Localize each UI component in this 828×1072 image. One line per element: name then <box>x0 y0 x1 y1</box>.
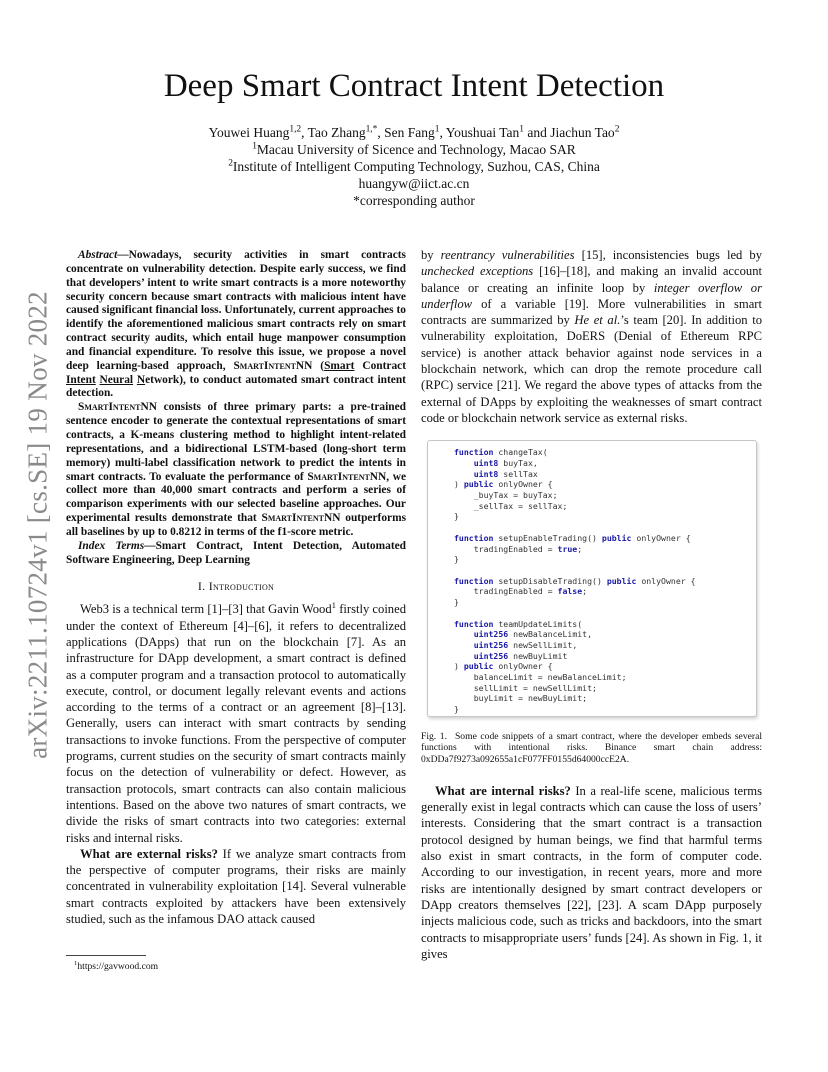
body-text: In a real-life scene, malicious terms generally exist in legal contracts which can cause the loss of users’ interests. Considering that the smart contract is a transaction protocol designed by human beings, we find that harmful terms also exist in smart contracts, in the form of computer code. According to our investigation, in recent years, more and more risks are intentionally designed by smart contract developers or DApp creators themselves [22], [23]. A scam DApp purposely injects malicious code, such as tricks and backdoors, into the smart contracts to misappropriate users’ funds [24]. As shown in Fig. 1, it gives <box>421 783 762 961</box>
author-affil-sup: 1,2 <box>289 124 302 135</box>
abstract-text: consists of three primary parts: a pre-trained sentence encoder to generate the contextual representations of smart contracts, a K-means clustering method to highlight intent-related representations, and a bidirectional LSTM-based (long-short term memory) multi-label classification network to predict the intents in smart contracts. To evaluate the performance of <box>66 401 406 483</box>
code-listing: function changeTax( uint8 buyTax, uint8 sellTax ) public onlyOwner { _buyTax = buyTax; _sellTax = sellTax; } function setupEnableTrading() public onlyOwner { tradingEnabled = true; } function setupDisableTrading() public onlyOwner { tradingEnabled = false; } function teamUpdateLimits( uint256 newBalanceLimit, uint256 newSellLimit, uint256 newBuyLimit ) public onlyOwner { balanceLimit = newBalanceLimit; sellLimit = newSellLimit; buyLimit = newBuyLimit; } <box>454 447 696 715</box>
affiliation-text: Macau University of Sicence and Technology, Macao SAR <box>256 142 576 157</box>
code-keyword: function <box>454 447 494 458</box>
method-name: SmartIntentNN <box>307 470 387 483</box>
italic-term: unchecked exceptions <box>421 264 534 279</box>
method-name: SmartIntentNN <box>78 401 157 414</box>
corresponding-author-note: *corresponding author <box>353 193 475 208</box>
author-name: Youshuai Tan <box>445 125 520 140</box>
code-keyword: public <box>606 575 637 586</box>
italic-term: reentrancy vulnerabilities <box>440 248 575 262</box>
code-text: buyTax, <box>498 457 538 468</box>
code-text: _buyTax = buyTax; <box>454 490 558 501</box>
body-text: by <box>421 248 441 262</box>
author-name: Youwei Huang <box>208 125 290 140</box>
code-keyword: public <box>463 661 494 672</box>
index-terms-label: Index Terms <box>78 539 145 552</box>
right-column <box>421 247 762 962</box>
affiliation-sup: 1 <box>252 141 257 152</box>
code-keyword: uint8 <box>473 468 499 479</box>
code-keyword: uint256 <box>473 639 509 650</box>
abstract <box>66 249 406 567</box>
right-column-body <box>421 247 762 426</box>
code-keyword: public <box>463 479 494 490</box>
code-keyword: public <box>601 532 632 543</box>
code-text: } <box>454 597 459 608</box>
footnote-marker: 1 <box>74 959 78 967</box>
code-text: } <box>454 554 459 565</box>
right-column-body-2 <box>421 783 762 962</box>
code-text: onlyOwner { <box>631 532 691 543</box>
code-text: onlyOwner { <box>493 479 553 490</box>
affiliation-2 <box>100 158 728 175</box>
abstract-label: Abstract <box>78 249 118 261</box>
code-literal: true <box>557 543 578 554</box>
abstract-text: outperforms all baselines by up to 0.8212 in terms of the f1-score metric. <box>66 512 407 538</box>
arxiv-id-text: arXiv:2211.10724v1 [cs.SE] 19 Nov 2022 <box>22 291 53 759</box>
run-in-heading: What are external risks? <box>80 846 218 861</box>
author-email: huangyw@iict.ac.cn <box>358 176 470 191</box>
body-text: [15], inconsistencies bugs led by <box>574 248 763 262</box>
code-text: buyLimit = newBuyLimit; <box>454 693 588 704</box>
abstract-text: , we collect more than 40,000 smart contracts and perform a series of comparison experiments with our selected baseline approaches. Our experimental results demonstrate that <box>66 470 407 525</box>
abstract-text: etwork), to conduct automated smart contract intent detection. <box>66 373 406 400</box>
code-keyword: uint8 <box>473 457 499 468</box>
code-text: } <box>454 511 459 522</box>
acronym-underline: N <box>136 373 146 386</box>
index-terms: Index Terms—Smart Contract, Intent Detection, Automated Software Engineering, Deep Learning <box>66 539 406 566</box>
abstract-paragraph-1: Abstract—Nowadays, security activities in smart contracts concentrate on vulnerability detection. Despite early success, we find that developers’ intent to write smart contracts is a more noteworthy security concern because smart contracts with malicious intent have caused significant financial loss. Unfortunately, current approaches to identify the aforementioned malicious smart contracts rely on smart contract security audits, which entail huge manpower consumption and financial expenditure. To resolve this issue, we propose a novel deep learning-based approach, SmartIntentNN (Smart Contract Intent Neural Network), to conduct automated smart contract intent detection. <box>66 249 406 400</box>
code-text: ; <box>577 543 583 554</box>
body-text: ’s team [20]. In addition to vulnerability exploitation, DoERS (Denial of Ethereum RPC service) is another attack behavior against node services in a blockchain network, which can drop the remote procedure call (RPC) service [21]. We regard the above types of attacks from the external of DApps by exploiting the weaknesses of smart contract code or blockchain network service as external risks. <box>421 313 762 425</box>
affiliation-text: Institute of Intelligent Computing Technology, Suzhou, CAS, China <box>232 159 600 174</box>
code-text: ; <box>582 586 588 597</box>
footnote-marker: 1 <box>331 600 337 611</box>
section-heading-text: I. Introduction <box>197 579 275 594</box>
body-text: [16]–[18], and making an invalid account balance or creating an infinite loop by <box>421 264 762 295</box>
affiliation-1 <box>100 141 728 158</box>
author-list: Youwei Huang$^{1,2}$, Tao Zhang$^{1,*}$, Sen Fang$^1$, Youshuai Tan$^1$ and Jiachun Tao$^2$ <box>208 124 620 140</box>
abstract-text: ( <box>312 359 325 372</box>
left-column <box>66 249 406 927</box>
author-affil-sup: 2 <box>614 124 620 135</box>
arxiv-identifier-stamp <box>18 290 58 760</box>
author-name: Tao Zhang <box>307 125 366 140</box>
method-name: SmartIntentNN <box>233 359 313 372</box>
code-text: balanceLimit = newBalanceLimit; <box>454 672 627 683</box>
code-text: tradingEnabled = <box>454 543 558 554</box>
author-name: Sen Fang <box>384 125 435 140</box>
author-affil-sup: 1,* <box>365 124 378 135</box>
code-keyword: function <box>454 532 494 543</box>
section-heading <box>66 579 406 594</box>
code-keyword: uint256 <box>473 650 509 661</box>
author-name: Jiachun Tao <box>550 125 615 140</box>
code-text: teamUpdateLimits( <box>493 618 583 629</box>
intro-paragraph-2 <box>66 846 406 927</box>
italic-term: integer overflow or underflow <box>421 280 762 311</box>
code-text: sellLimit = newSellLimit; <box>454 682 597 693</box>
code-text: tradingEnabled = <box>454 586 558 597</box>
acronym-underline: Intent <box>66 373 96 386</box>
author-affil-sup: 1 <box>519 124 525 135</box>
figure-caption-text: Some code snippets of a smart contract, where the developer embeds several functions with intentional risks. Binance smart chain address: 0xDDa7f9273a092655a1cF077FF0155d64000ccE2A. <box>421 731 762 765</box>
code-text: onlyOwner { <box>636 575 696 586</box>
acronym-underline: Neural <box>99 373 134 386</box>
footnote <box>74 961 158 972</box>
code-text: setupEnableTrading() <box>493 532 602 543</box>
run-in-heading: What are internal risks? <box>435 783 571 798</box>
introduction-body <box>66 601 406 927</box>
italic-term: He et al. <box>574 313 621 328</box>
figure-caption <box>421 731 762 765</box>
code-text: sellTax <box>498 468 538 479</box>
abstract-paragraph-2 <box>66 401 406 539</box>
index-terms-text: Smart Contract, Intent Detection, Automated Software Engineering, Deep Learning <box>66 539 406 566</box>
author-affil-sup: 1 <box>434 124 440 135</box>
acronym-underline: Smart <box>324 359 355 372</box>
method-name: SmartIntentNN <box>261 512 341 525</box>
code-text: onlyOwner { <box>493 661 553 672</box>
body-text: of a variable [19]. More vulnerabilities in smart contracts are summarized by <box>421 296 762 328</box>
affiliation-sup: 2 <box>228 158 233 169</box>
code-text: _sellTax = sellTax; <box>454 500 568 511</box>
footnote-divider <box>66 955 146 956</box>
body-text: firstly coined under the context of Ethereum [4]–[6], it refers to decentralized applications (DApps) that run on the blockchain [7]. As an infrastructure for DApp development, a smart contract is defined as a computer program and a transaction protocol to automatically execute, control, or document legally relevant events and actions according to the terms of a contract or an agreement [8]–[13]. Generally, users can interact with smart contracts by sending transactions to invoke functions. From the perspective of computer programs, current studies on the security of smart contracts mainly focus on the detection of vulnerability or defect. However, as transaction protocols, smart contracts can also contain malicious intentions. Based on the above two natures of smart contracts, we divide the risks of smart contracts into two categories: external risks and internal risks. <box>66 602 406 845</box>
code-literal: false <box>557 586 583 597</box>
figure-label: Fig. 1. <box>421 731 447 743</box>
code-text: newSellLimit, <box>508 639 578 650</box>
footnote-text: https://gavwood.com <box>77 961 159 972</box>
continued-paragraph <box>421 247 762 426</box>
paper-title: Deep Smart Contract Intent Detection <box>163 68 665 104</box>
code-keyword: function <box>454 575 494 586</box>
author-block <box>100 124 728 209</box>
code-keyword: function <box>454 618 494 629</box>
code-text: newBalanceLimit, <box>508 629 593 640</box>
body-text: If we analyze smart contracts from the perspective of computer programs, their risks are mainly concentrated in vulnerability exploitation [14]. Several vulnerable smart contracts exploited by attackers have been extensively studied, such as the infamous DAO attack caused <box>66 846 406 927</box>
intro-paragraph-1 <box>66 601 406 845</box>
abstract-text: Contract <box>354 359 406 372</box>
code-figure <box>427 440 757 717</box>
code-text: changeTax( <box>493 447 548 458</box>
abstract-text: Nowadays, security activities in smart contracts concentrate on vulnerability detection. Despite early success, we find that developers’ intent to write smart contracts is a more noteworthy security concern because smart contracts with malicious intent have caused significant financial loss. Unfortunately, current approaches to identify the aforementioned malicious smart contracts rely on smart contract security audits, which entail huge manpower consumption and financial expenditure. To resolve this issue, we propose a novel deep learning-based approach, <box>66 249 406 372</box>
internal-risks-paragraph <box>421 783 762 962</box>
code-text: } <box>454 704 459 715</box>
code-text: newBuyLimit <box>508 650 568 661</box>
code-keyword: uint256 <box>473 629 509 640</box>
code-text: setupDisableTrading() <box>493 575 607 586</box>
body-text: Web3 is a technical term [1]–[3] that Gavin Wood <box>80 602 332 617</box>
